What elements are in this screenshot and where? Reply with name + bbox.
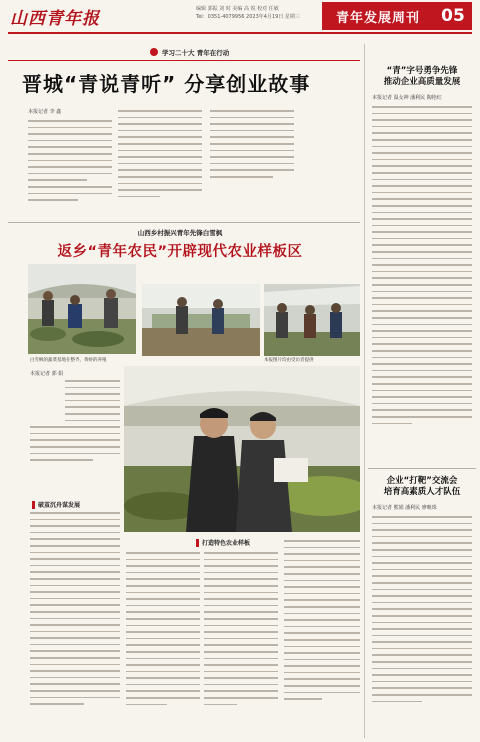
article3-byline: 本报记者 温女神 潘利民 陶艳红 [372, 95, 442, 101]
article2-column1 [30, 380, 120, 488]
page-number: 05 [434, 2, 472, 30]
article2-column4 [284, 540, 360, 738]
greenhouse-interview-image [124, 366, 360, 532]
banner-dot-icon [150, 48, 158, 56]
article1-column3 [210, 110, 294, 218]
column-divider [364, 44, 365, 738]
article4-title [368, 476, 476, 498]
article4-title-line1: 企业“打靶”交流会 [386, 476, 458, 486]
banner-text: 学习二十大 青年在行动 [162, 48, 230, 57]
column-banner [150, 46, 229, 58]
article1-column1 [28, 120, 112, 220]
subsection-marker-icon [32, 501, 35, 509]
banner-rule [8, 60, 360, 61]
article-divider [8, 222, 360, 223]
article2-column2 [126, 552, 200, 738]
right-column-divider [368, 468, 476, 469]
farm-photo-right [264, 284, 360, 356]
masthead-rule [8, 32, 472, 34]
subsection-heading-1 [32, 500, 80, 509]
article3-title-line2: 推动企业高质量发展 [383, 77, 461, 87]
caption-left: 白雪枫的蔬菜基地在整齐，黄虾的养殖 [30, 358, 107, 363]
article1-byline: 本报记者 李 鑫 [28, 109, 62, 115]
caption-right: 本报图片均由受访者提供 [264, 358, 314, 363]
greenhouse-visit-image [264, 284, 360, 356]
date-line: Tel：0351-4079956 2023年4月19日 星期三 [196, 14, 300, 20]
article2-column3 [204, 552, 278, 738]
subsection-heading-2 [196, 538, 250, 547]
section-title: 青年发展周刊 [322, 2, 434, 30]
article1-column2 [118, 110, 202, 218]
feature-photo [124, 366, 360, 532]
article1-title: 晋城“青说青听” 分享创业故事 [22, 72, 311, 96]
greenhouse-workers-image [28, 264, 136, 354]
article3-title [368, 66, 476, 88]
article2-subtitle: 山西乡村振兴青年先锋白雪枫 [137, 229, 223, 237]
subsection-title-2: 打造特色农业样板 [202, 540, 251, 547]
subsection-title-1: 破茧沉舟谋发展 [38, 502, 81, 509]
article2-title: 返乡“青年农民”开辟现代农业样板区 [57, 244, 303, 260]
article2-byline: 本报记者 郭 娟 [30, 371, 64, 377]
field-inspection-image [142, 284, 260, 356]
newspaper-logo: 山西青年报 [10, 9, 100, 29]
article4-byline: 本报记者 熊娟 潘利民 廖映珠 [372, 505, 437, 511]
farm-photo-left [28, 264, 136, 354]
subsection-marker-icon [196, 539, 199, 547]
article3-title-line1: “青”字号勇争先锋 [386, 66, 458, 76]
farm-photo-middle [142, 284, 260, 356]
article2-column1-continued [30, 512, 120, 738]
article3-body [372, 106, 472, 462]
editor-line: 编辑 郭振 刘 时 美编 高 锐 校对 任敏 [196, 6, 279, 12]
article4-title-line2: 培育高素质人才队伍 [383, 487, 461, 497]
article4-body [372, 516, 472, 738]
